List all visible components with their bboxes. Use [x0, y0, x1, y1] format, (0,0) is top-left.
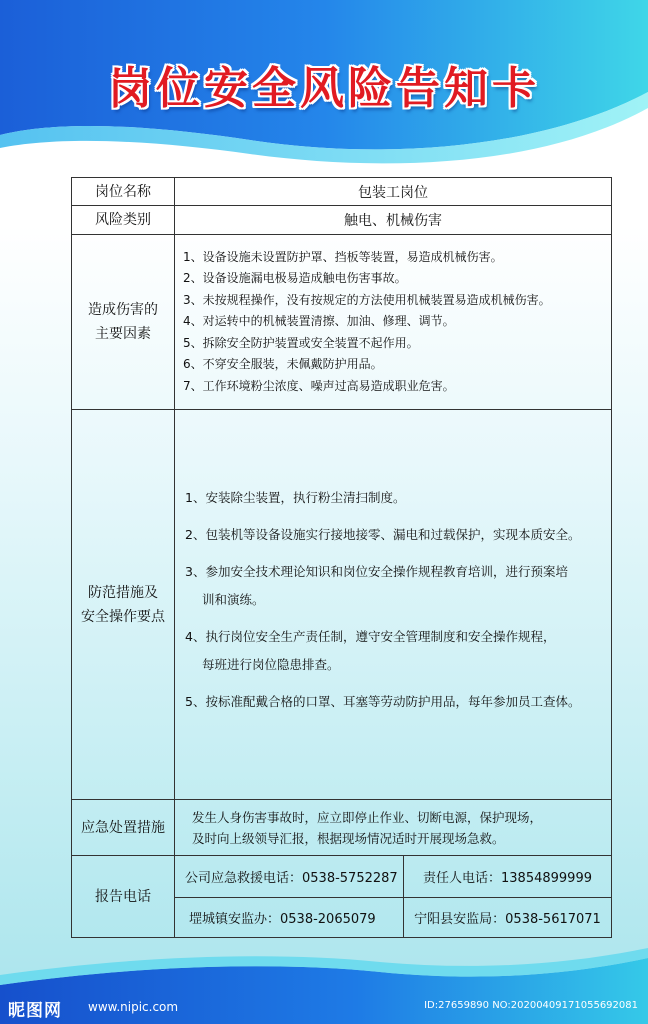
measures-list: [175, 410, 612, 800]
footer-url: www.nipic.com: [88, 1000, 179, 1014]
measures-label: [72, 410, 175, 800]
footer-logo: 昵图网: [8, 1001, 62, 1021]
risk-type-label: 风险类别: [72, 206, 175, 235]
county-phone: 宁阳县安监局：0538-5617071: [404, 898, 612, 938]
list-item: 4、对运转中的机械装置清擦、加油、修理、调节。: [183, 314, 455, 329]
causes-label: [72, 235, 175, 410]
causes-list: [175, 235, 612, 410]
risk-card: [71, 177, 611, 939]
row-risk-type: [72, 206, 612, 235]
report-label: 报告电话: [72, 856, 175, 938]
risk-type-value: 触电、机械伤害: [175, 206, 612, 235]
list-item: 4、执行岗位安全生产责任制，遵守安全管理制度和安全操作规程， 每班进行岗位隐患排查。: [185, 629, 556, 672]
position-label: 岗位名称: [72, 178, 175, 206]
page-title: 岗位安全风险告知卡: [108, 63, 540, 114]
row-causes: [72, 235, 612, 410]
company-phone: 公司应急救援电话：0538-5752287: [175, 856, 404, 898]
list-item: 2、设备设施漏电极易造成触电伤害事故。: [183, 271, 407, 286]
row-position: [72, 178, 612, 206]
position-value: 包装工岗位: [175, 178, 612, 206]
responsible-phone: 责任人电话：13854899999: [404, 856, 612, 898]
list-item: 7、工作环境粉尘浓度、噪声过高易造成职业危害。: [183, 378, 455, 393]
list-item: 5、拆除安全防护装置或安全装置不起作用。: [183, 335, 419, 350]
emergency-label: 应急处置措施: [72, 800, 175, 856]
causes-label-line2: 主要因素: [95, 326, 151, 342]
causes-label-line1: 造成伤害的: [88, 302, 158, 318]
row-emergency: [72, 800, 612, 856]
list-item: 5、按标准配戴合格的口罩、耳塞等劳动防护用品，每年参加员工查体。: [185, 694, 581, 709]
risk-table: [71, 177, 612, 938]
list-item: 1、设备设施未设置防护罩、挡板等装置，易造成机械伤害。: [183, 249, 503, 264]
town-phone: 堽城镇安监办：0538-2065079: [175, 898, 404, 938]
list-item: 1、安装除尘装置，执行粉尘清扫制度。: [185, 490, 406, 505]
row-measures: [72, 410, 612, 800]
measures-label-line2: 安全操作要点: [81, 608, 165, 625]
row-report-1: [72, 856, 612, 898]
emergency-text: 发生人身伤害事故时，应立即停止作业、切断电源，保护现场， 及时向上级领导汇报，根据现场情况适时开展现场急救。: [175, 800, 612, 856]
measures-label-line1: 防范措施及: [88, 584, 158, 601]
footer-image-id: ID:27659890 NO:20200409171055692081: [424, 1000, 638, 1011]
list-item: 3、参加安全技术理论知识和岗位安全操作规程教育培训，进行预案培 训和演练。: [185, 564, 568, 607]
list-item: 2、包装机等设备设施实行接地接零、漏电和过载保护，实现本质安全。: [185, 527, 581, 542]
list-item: 3、未按规程操作，没有按规定的方法使用机械装置易造成机械伤害。: [183, 292, 551, 307]
list-item: 6、不穿安全服装，未佩戴防护用品。: [183, 357, 383, 372]
